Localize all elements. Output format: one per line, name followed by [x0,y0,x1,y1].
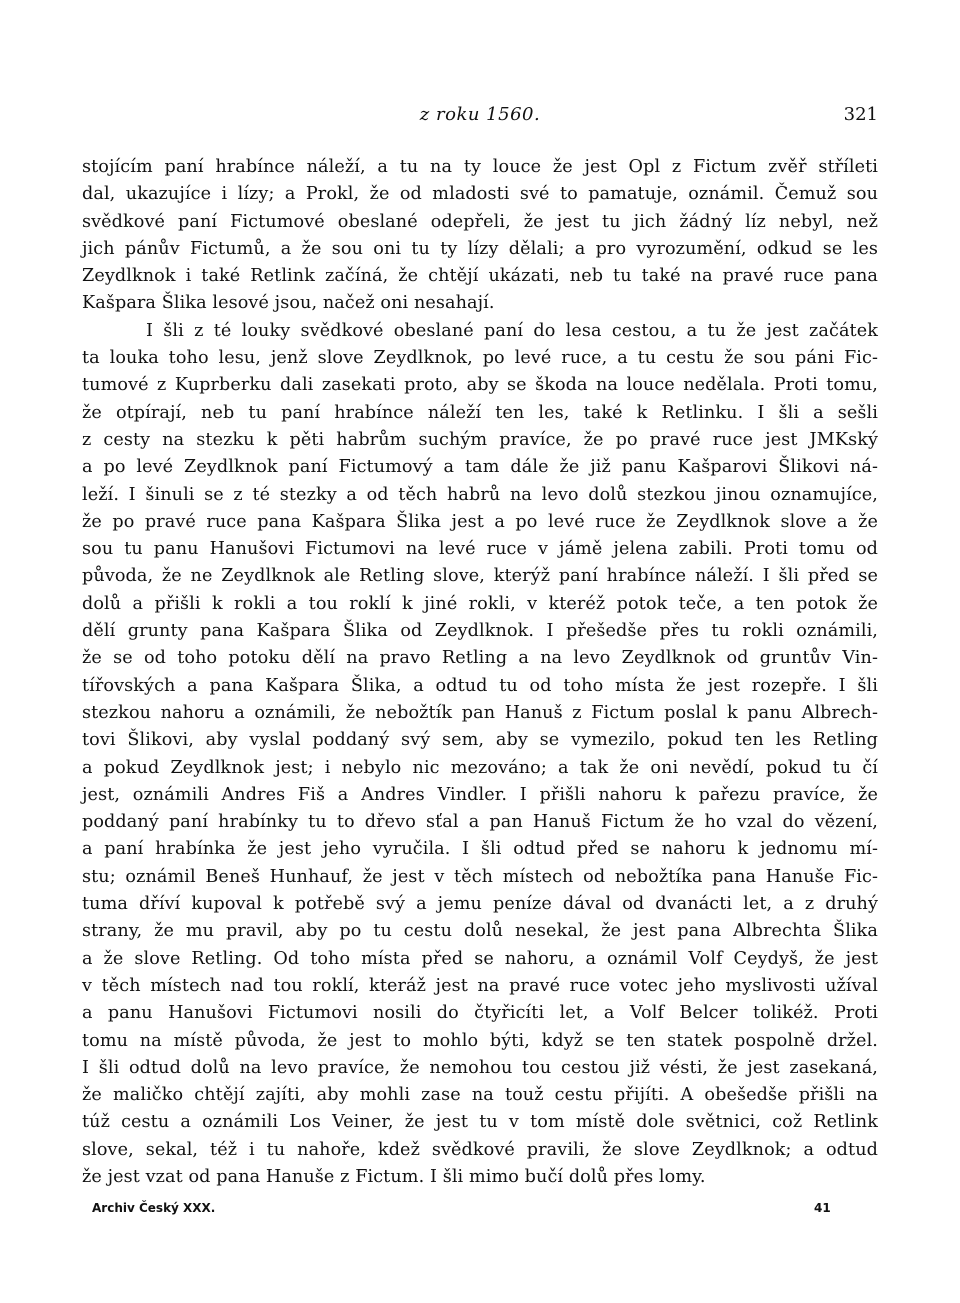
text-line: leží. I šinuli se z té stezky a od těch habrů na levo dolů stezkou jinou oznamujíce, [82,484,878,505]
text-line: a panu Hanušovi Fictumovi nosili do čtyřicíti let, a Volf Belcer tolikéž. Proti [82,1003,878,1024]
text-line: stojícím paní hrabínce náleží, a tu na ty louce že jest Opl z Fictum zvěř stříleti [82,157,878,177]
text-line: sou tu panu Hanušovi Fictumovi na levé ruce v jámě jelena zabili. Proti tomu od [82,539,878,560]
text-line: strany, že mu pravil, aby po tu cestu dolů nesekal, že jest pana Albrechta Šlika [82,921,878,942]
text-line: že se od toho potoku dělí na pravo Retling a na levo Zeydlknok od gruntův Vin- [82,648,878,669]
page-footer [82,1201,878,1221]
text-line: Zeydlknok i také Retlink začíná, že chtějí ukázati, neb tu také na pravé ruce pana [82,266,878,287]
text-line: jich pánův Fictumů, a že sou oni tu ty lízy dělali; a pro vyrozumění, odkud se les [82,238,878,259]
text-line: svědkové paní Fictumové obeslané odepřeli, že jest tu jich žádný líz nebyl, než [82,211,878,232]
text-line: že otpírají, neb tu paní hrabínce náleží ten les, také k Retlinku. I šli a sešli [82,402,878,423]
sheet-number: 41 [814,1201,831,1215]
text-line: a pokud Zeydlknok jest; i nebylo nic mezováno; a tak že oni nevědí, pokud tu čí [82,757,878,778]
text-line: stu; oznámil Beneš Hunhauf, že jest v těch místech od nebožtíka pana Hanuše Fic- [82,866,878,887]
text-line: stezkou nahoru a oznámili, že nebožtík pan Hanuš z Fictum poslal k panu Albrech- [82,702,878,723]
text-line: dal, ukazujíce i lízy; a Prokl, že od mladosti své to pamatuje, oznámil. Čemuž sou [82,184,878,205]
text-line: tumové z Kuprberku dali zasekati proto, aby se škoda na louce nedělala. Proti tomu, [82,375,878,396]
paragraph-end-line: Kašpara Šlika lesové jsou, načež oni nesahají. [82,293,495,314]
running-head [82,104,878,128]
text-line: I šli odtud dolů na levo pravíce, že nemohou tou cestou již vésti, že jest zasekaná, [82,1057,878,1078]
text-line: dolů a přišli k rokli a tou roklí k jiné rokli, v kteréž potok teče, a ten potok že [82,593,878,614]
text-line: že po pravé ruce pana Kašpara Šlika jest a po levé ruce že Zeydlknok slove a že [82,511,878,532]
text-line: v těch místech nad tou roklí, kteráž jest na pravé ruce votec jeho myslivosti užíval [82,975,878,996]
page-number: 321 [843,104,878,125]
text-line: že maličko chtějí zajíti, aby mohli zase na touž cestu přijíti. A obešedše přišli na [82,1085,878,1106]
text-line: ta louka toho lesu, jenž slove Zeydlknok, po levé ruce, a tu cestu že sou páni Fic- [82,348,878,369]
text-line: tířovských a pana Kašpara Šlika, a odtud tu od toho místa že jest rozepře. I šli [82,675,878,696]
text-line: tuma dříví kupoval k potřebě svý a jemu peníze dával od dvanácti let, a z druhý [82,894,878,915]
text-line: dělí grunty pana Kašpara Šlika od Zeydlknok. I přešedše přes tu rokli oznámili, [82,621,878,642]
text-line: poddaný paní hrabínky tu to dřevo sťal a pan Hanuš Fictum že ho vzal do vězení, [82,812,878,833]
paragraph-end-line: že jest vzat od pana Hanuše z Fictum. I šli mimo bučí dolů přes lomy. [82,1166,706,1187]
text-line: jest, oznámili Andres Fiš a Andres Vindler. I přišli nahoru k pařezu pravíce, že [82,784,878,805]
text-line: a po levé Zeydlknok paní Fictumový a tam dále že již panu Kašparovi Šlikovi ná- [82,457,878,478]
text-line: slove, sekal, též i tu nahoře, kdež svědkové pravili, že slove Zeydlknok; a odtud [82,1139,878,1160]
text-line: původa, že ne Zeydlknok ale Retling slove, kterýž paní hrabínce náleží. I šli před se [82,566,878,587]
text-line: tomu na místě původa, že jest to mohlo býti, když se ten statek pospolně držel. [82,1030,878,1051]
text-line: a že slove Retling. Od toho místa před se nahoru, a oznámil Volf Ceydyš, že jest [82,948,878,969]
text-line: a paní hrabínka že jest jeho vyručila. I šli odtud před se nahoru k jednomu mí- [82,839,878,860]
text-line: túž cestu a oznámili Los Veiner, že jest tu v tom místě dole světnici, což Retlink [82,1112,878,1133]
text-line: z cesty na stezku k pěti habrům suchým pravíce, že po pravé ruce jest JMKský [82,429,878,450]
body-text [82,154,878,1191]
sheet-signature: Archiv Český XXX. [92,1201,216,1215]
running-title: z roku 1560. [419,104,541,125]
text-line: tovi Šlikovi, aby vyslal poddaný svý sem, aby se vymezilo, pokud ten les Retling [82,730,878,751]
paragraph-start-line: I šli z té louky svědkové obeslané paní do lesa cestou, a tu že jest začátek [146,320,878,341]
